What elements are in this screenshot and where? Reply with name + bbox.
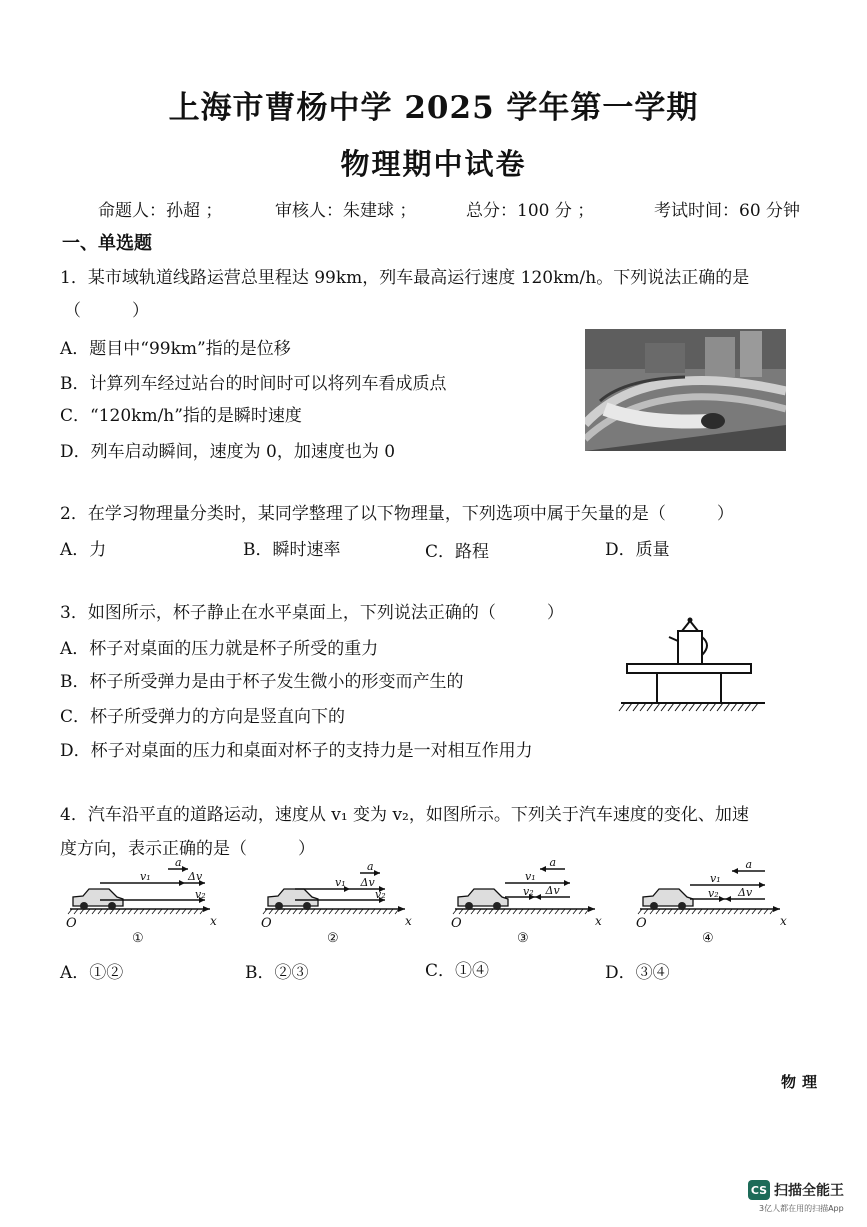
q1-stem: 1．某市域轨道线路运营总里程达 99km，列车最高运行速度 120km/h。下列说法正确的是 xyxy=(60,268,750,288)
p4-car-wheel-front xyxy=(650,902,658,910)
p3-dv-label: Δv xyxy=(545,884,560,897)
q2-option-b: B．瞬时速率 xyxy=(243,540,341,560)
p1-ground-hatch xyxy=(68,909,204,914)
setter: 命题人：孙超 ； xyxy=(98,201,223,221)
scanner-tagline: 3亿人都在用的扫描App xyxy=(759,1204,844,1213)
p3-ground-hatch xyxy=(453,909,589,914)
p4-axis-label: x xyxy=(780,914,787,928)
p4-v1-arrow-head xyxy=(759,882,765,888)
q3-stem: 3．如图所示，杯子静止在水平桌面上，下列说法正确的（ ） xyxy=(60,603,564,623)
p4-x-axis-head xyxy=(773,906,780,912)
p4-panel-number: ④ xyxy=(702,931,714,946)
q1-stem-blank: （ ） xyxy=(64,301,149,321)
p4-v2-arrow-head xyxy=(719,896,725,902)
total-score: 总分：100 分 ； xyxy=(466,201,595,221)
p1-axis-label: x xyxy=(210,914,217,928)
p2-axis-label: x xyxy=(405,914,412,928)
p1-dv-label: Δv xyxy=(188,870,203,883)
p2-dv-label: Δv xyxy=(360,876,375,889)
p2-x-axis-head xyxy=(398,906,405,912)
ground-hatch-icon xyxy=(619,703,765,711)
p3-a-arrow-head xyxy=(540,866,546,872)
p3-axis-label: x xyxy=(595,914,602,928)
q2-option-c: C．路程 xyxy=(425,542,490,562)
q4-option-b: B．②③ xyxy=(245,963,309,983)
q2-stem: 2．在学习物理量分类时，某同学整理了以下物理量，下列选项中属于矢量的是（ ） xyxy=(60,504,734,524)
p4-dv-label: Δv xyxy=(738,886,753,899)
p1-v1-arrow-head xyxy=(179,880,185,886)
p1-v1-label: v₁ xyxy=(140,870,151,883)
q1-option-d: D．列车启动瞬间，速度为 0，加速度也为 0 xyxy=(60,442,396,462)
p1-car-wheel-front xyxy=(80,902,88,910)
p1-panel-number: ① xyxy=(132,931,144,946)
q1-option-c: C．“120km/h”指的是瞬时速度 xyxy=(60,406,302,426)
camscanner-logo-icon: CS xyxy=(748,1180,770,1200)
p3-v2-label: v₂ xyxy=(523,885,534,898)
q4-stem-cont: 度方向，表示正确的是（ ） xyxy=(60,839,315,859)
footer-subject: 物理 xyxy=(781,1073,824,1091)
q3-option-c: C．杯子所受弹力的方向是竖直向下的 xyxy=(60,707,346,727)
school-title: 上海市曹杨中学 2025 学年第一学期 xyxy=(168,90,699,126)
p4-v1-label: v₁ xyxy=(710,872,721,885)
p2-car-wheel-rear xyxy=(303,902,311,910)
p2-panel-number: ② xyxy=(327,931,339,946)
p4-dv-arrow-head xyxy=(725,896,731,902)
exam-time: 考试时间：60 分钟 xyxy=(654,201,801,221)
reviewer: 审核人：朱建球 ； xyxy=(275,201,417,221)
q1-option-a: A．题目中“99km”指的是位移 xyxy=(60,339,291,359)
scanner-name: 扫描全能王 xyxy=(774,1183,844,1199)
p1-origin-label: O xyxy=(66,916,77,931)
p4-car-wheel-rear xyxy=(678,902,686,910)
cup-icon xyxy=(669,618,707,665)
p4-car-icon xyxy=(643,889,693,906)
p2-car-wheel-front xyxy=(275,902,283,910)
p3-x-axis-head xyxy=(588,906,595,912)
p1-a-label: a xyxy=(175,856,182,869)
train-photo xyxy=(585,329,786,451)
p3-v1-label: v₁ xyxy=(525,870,536,883)
p3-v1-arrow-head xyxy=(564,880,570,886)
p3-panel-number: ③ xyxy=(517,931,529,946)
p3-dv-arrow-head xyxy=(535,894,541,900)
p3-origin-label: O xyxy=(451,916,462,931)
p2-v1-label: v₁ xyxy=(335,876,346,889)
p4-v2-label: v₂ xyxy=(708,887,719,900)
p2-car-icon xyxy=(268,889,318,906)
p1-car-wheel-rear xyxy=(108,902,116,910)
cup-on-table-figure xyxy=(615,615,775,715)
q3-option-d: D．杯子对桌面的压力和桌面对杯子的支持力是一对相互作用力 xyxy=(60,741,533,761)
p4-ground-hatch xyxy=(638,909,774,914)
p2-v2-label: v₂ xyxy=(375,888,386,901)
p1-x-axis-head xyxy=(203,906,210,912)
p3-a-label: a xyxy=(549,856,557,869)
q4-stem: 4．汽车沿平直的道路运动，速度从 v₁ 变为 v₂，如图所示。下列关于汽车速度的变化、加速 xyxy=(60,805,749,825)
p2-ground-hatch xyxy=(263,909,399,914)
q1-option-b: B．计算列车经过站台的时间时可以将列车看成质点 xyxy=(60,374,447,394)
p4-a-arrow-head xyxy=(732,868,738,874)
p2-a-arrow-head xyxy=(374,870,380,876)
p4-a-label: a xyxy=(745,858,753,871)
q4-option-a: A．①② xyxy=(60,963,124,983)
p3-car-wheel-rear xyxy=(493,902,501,910)
p2-a-label: a xyxy=(367,860,374,873)
q4-option-c: C．①④ xyxy=(425,961,490,981)
q2-option-d: D．质量 xyxy=(605,540,670,560)
p1-car-icon xyxy=(73,889,123,906)
q2-option-a: A．力 xyxy=(60,540,107,560)
p1-v2-label: v₂ xyxy=(195,888,206,901)
q3-option-a: A．杯子对桌面的压力就是杯子所受的重力 xyxy=(60,639,379,659)
p2-origin-label: O xyxy=(261,916,272,931)
q4-option-d: D．③④ xyxy=(605,963,670,983)
p3-car-wheel-front xyxy=(465,902,473,910)
section-title: 一、单选题 xyxy=(62,233,152,254)
motion-diagrams xyxy=(0,855,867,950)
exam-title: 物理期中试卷 xyxy=(340,147,527,181)
table-icon xyxy=(627,664,751,703)
scanner-watermark xyxy=(748,1180,844,1200)
p3-car-icon xyxy=(458,889,508,906)
p4-origin-label: O xyxy=(636,916,647,931)
q3-option-b: B．杯子所受弹力是由于杯子发生微小的形变而产生的 xyxy=(60,672,464,692)
